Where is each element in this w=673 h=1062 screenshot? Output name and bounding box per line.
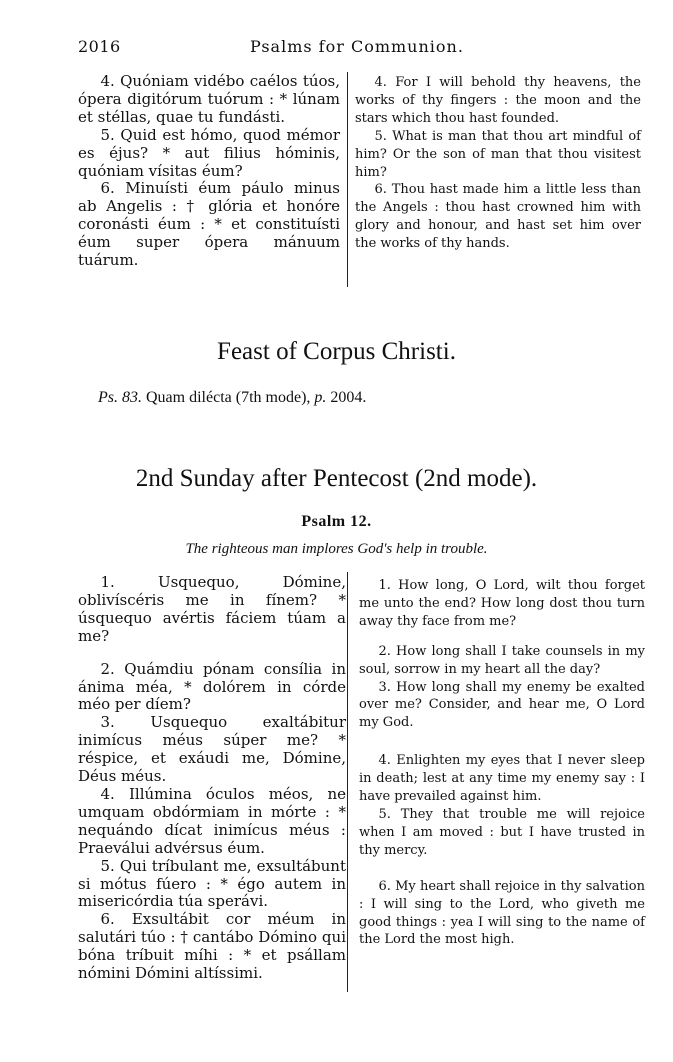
latin-column-psalm — [78, 574, 346, 983]
feast-note — [98, 389, 366, 407]
psalm-title: Psalm 12. — [301, 513, 372, 530]
psalm-subtitle: The righteous man implores God's help in trouble. — [185, 541, 488, 557]
page-header — [78, 37, 600, 59]
english-verse: 5. They that trouble me will rejoice when I am moved : but I have trusted in thy mercy. — [359, 806, 645, 858]
english-verse: 5. What is man that thou art mindful of him? Or the son of man that thou visitest him? — [355, 128, 641, 180]
english-column-top — [355, 74, 641, 253]
latin-verse: 2. Quámdiu pónam consília in ánima méa, * dolórem in córde méo per díem? — [78, 659, 346, 714]
psalm-incipit: Quam dilécta (7th mode), — [146, 389, 311, 406]
english-verse: 4. For I will behold thy heavens, the works of thy fingers : the moon and the stars which thou hast founded. — [355, 75, 641, 126]
page-label: p. — [314, 389, 327, 406]
english-verse: 6. My heart shall rejoice in thy salvation : I will sing to the Lord, who giveth me good things : yea I will sing to the name of the Lord the most high. — [359, 878, 645, 948]
page-number: 2016 — [78, 37, 121, 56]
latin-verse: 4. Quóniam vidébo caélos túos, ópera digitórum tuórum : * lúnam et stéllas, quae tu fundásti. — [78, 72, 340, 126]
column-divider — [347, 72, 348, 287]
running-title: Psalms for Communion. — [250, 37, 464, 56]
psalm-reference: Ps. 83. — [98, 389, 142, 406]
latin-verse: 6. Exsultábit cor méum in salutári túo : † cantábo Dómino qui bóna tríbuit míhi : * et psállam nómini Dómini altíssimi. — [78, 910, 346, 983]
english-verse: 3. How long shall my enemy be exalted over me? Consider, and hear me, O Lord my God. — [359, 679, 645, 731]
sunday-title: 2nd Sunday after Pentecost (2nd mode). — [135, 465, 538, 492]
latin-verse: 5. Quid est hómo, quod mémor es éjus? * aut filius hóminis, quóniam vísitas éum? — [78, 125, 340, 180]
feast-title: Feast of Corpus Christi. — [217, 338, 456, 365]
latin-column-top — [78, 73, 340, 270]
latin-verse: 3. Usquequo exaltábitur inimícus méus súper me? * réspice, et exáudi me, Dómine, Déus méus. — [78, 713, 346, 786]
latin-verse: 6. Minuísti éum páulo minus ab Angelis : † glória et honóre coronásti éum : * et constituísti éum super ópera mánuum tuárum. — [78, 179, 340, 270]
english-column-psalm — [359, 577, 645, 949]
english-verse: 4. Enlighten my eyes that I never sleep in death; lest at any time my enemy say : I have prevailed against him. — [359, 753, 645, 805]
latin-verse: 4. Illúmina óculos méos, ne umquam obdórmiam in mórte : * nequándo dícat inimícus méus : Praeválui advérsus éum. — [78, 784, 346, 857]
latin-verse: 1. Usquequo, Dómine, oblivíscéris me in fínem? * úsquequo avértis fáciem túam a me? — [78, 573, 346, 645]
latin-verse: 5. Qui tríbulant me, exsultábunt si mótus fúero : * égo autem in misericórdia túa sperávi. — [78, 856, 346, 911]
english-verse: 2. How long shall I take counsels in my soul, sorrow in my heart all the day? — [359, 643, 645, 677]
page-reference: 2004. — [330, 389, 367, 406]
english-verse: 6. Thou hast made him a little less than the Angels : thou hast crowned him with glory and honour, and hast set him over the works of thy hands. — [355, 182, 641, 252]
column-divider — [347, 572, 348, 992]
english-verse: 1. How long, O Lord, wilt thou forget me unto the end? How long dost thou turn away thy face from me? — [359, 578, 645, 629]
